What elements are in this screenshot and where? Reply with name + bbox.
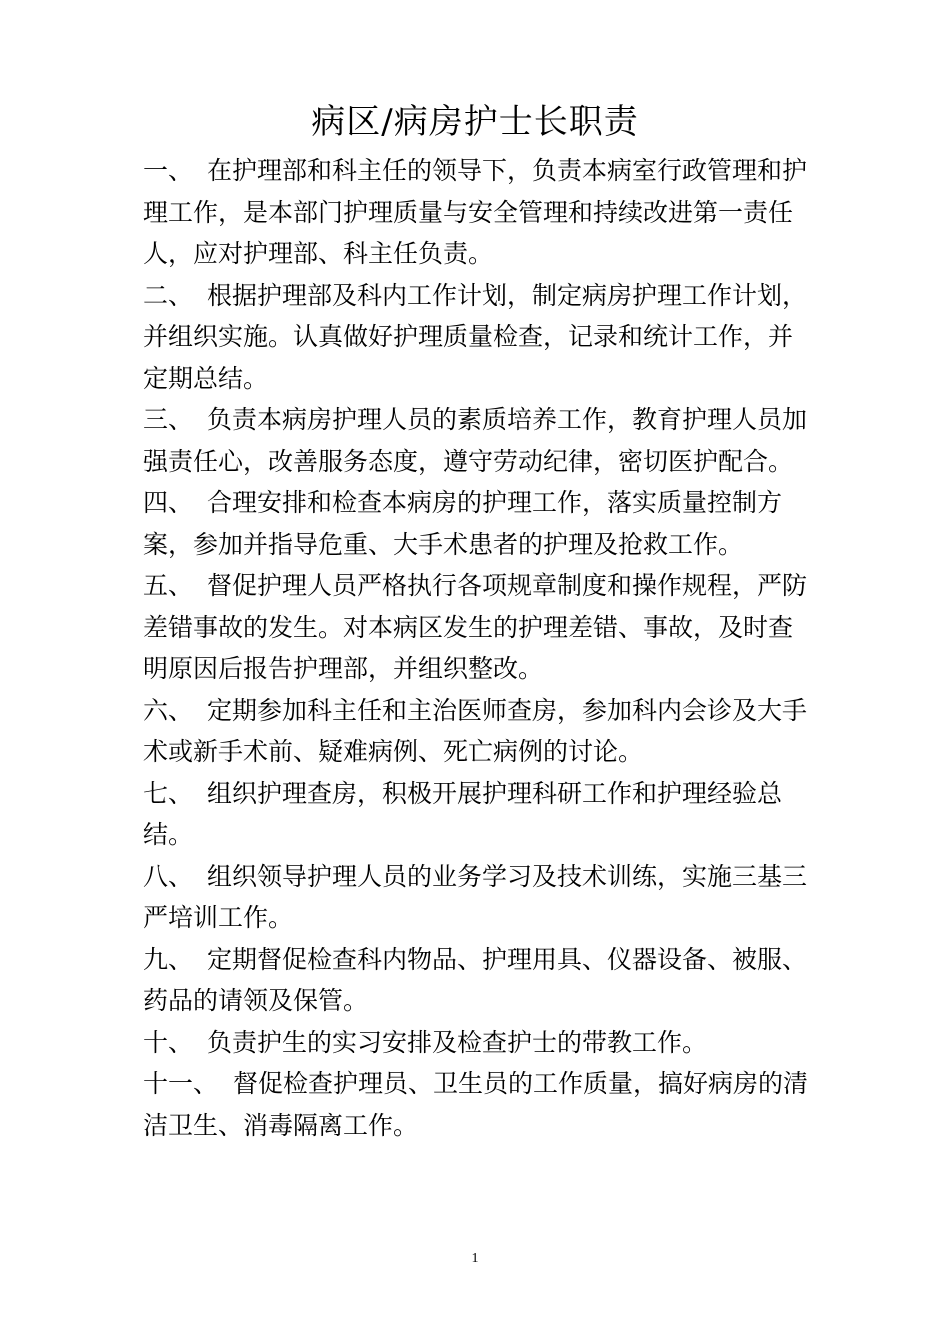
- list-item: [143, 773, 813, 856]
- list-item: [143, 1022, 813, 1064]
- item-number: 五、: [143, 571, 194, 600]
- list-item: [143, 150, 813, 275]
- item-text: 督促检查护理员、卫生员的工作质量，搞好病房的清洁卫生、消毒隔离工作。: [143, 1069, 809, 1140]
- list-item: [143, 482, 813, 565]
- item-text: 负责本病房护理人员的素质培养工作，教育护理人员加强责任心，改善服务态度，遵守劳动纪律，密切医护配合。: [143, 405, 808, 476]
- item-number: 一、: [143, 156, 194, 185]
- duty-list: [143, 150, 813, 1146]
- item-number: 十一、: [143, 1069, 219, 1098]
- list-item: [143, 939, 813, 1022]
- list-item: [143, 565, 813, 690]
- item-text: 督促护理人员严格执行各项规章制度和操作规程，严防差错事故的发生。对本病区发生的护理差错、事故，及时查明原因后报告护理部，并组织整改。: [143, 571, 808, 683]
- item-text: 定期参加科主任和主治医师查房，参加科内会诊及大手术或新手术前、疑难病例、死亡病例的讨论。: [143, 695, 808, 766]
- list-item: [143, 275, 813, 400]
- item-text: 合理安排和检查本病房的护理工作，落实质量控制方案，参加并指导危重、大手术患者的护理及抢救工作。: [143, 488, 783, 559]
- list-item: [143, 856, 813, 939]
- page-number: 1: [471, 1251, 479, 1266]
- item-text: 在护理部和科主任的领导下，负责本病室行政管理和护理工作，是本部门护理质量与安全管理和持续改进第一责任人，应对护理部、科主任负责。: [143, 156, 808, 268]
- list-item: [143, 399, 813, 482]
- item-number: 七、: [143, 778, 194, 808]
- item-text: 组织领导护理人员的业务学习及技术训练，实施三基三严培训工作。: [143, 861, 808, 932]
- item-number: 四、: [143, 488, 194, 517]
- item-text: 定期督促检查科内物品、护理用具、仪器设备、被服、药品的请领及保管。: [143, 944, 808, 1015]
- list-item: [143, 690, 813, 773]
- item-text: 负责护生的实习安排及检查护士的带教工作。: [207, 1027, 708, 1057]
- item-number: 八、: [143, 861, 194, 891]
- item-number: 六、: [143, 695, 194, 725]
- item-number: 三、: [143, 405, 194, 434]
- item-number: 十、: [143, 1027, 194, 1057]
- item-text: 组织护理查房，积极开展护理科研工作和护理经验总结。: [143, 778, 783, 849]
- list-item: [143, 1063, 813, 1146]
- page-title: 病区/病房护士长职责: [311, 102, 639, 142]
- item-number: 二、: [143, 280, 194, 310]
- item-text: 根据护理部及科内工作计划，制定病房护理工作计划，并组织实施。认真做好护理质量检查，记录和统计工作，并定期总结。: [143, 280, 808, 393]
- item-number: 九、: [143, 944, 194, 974]
